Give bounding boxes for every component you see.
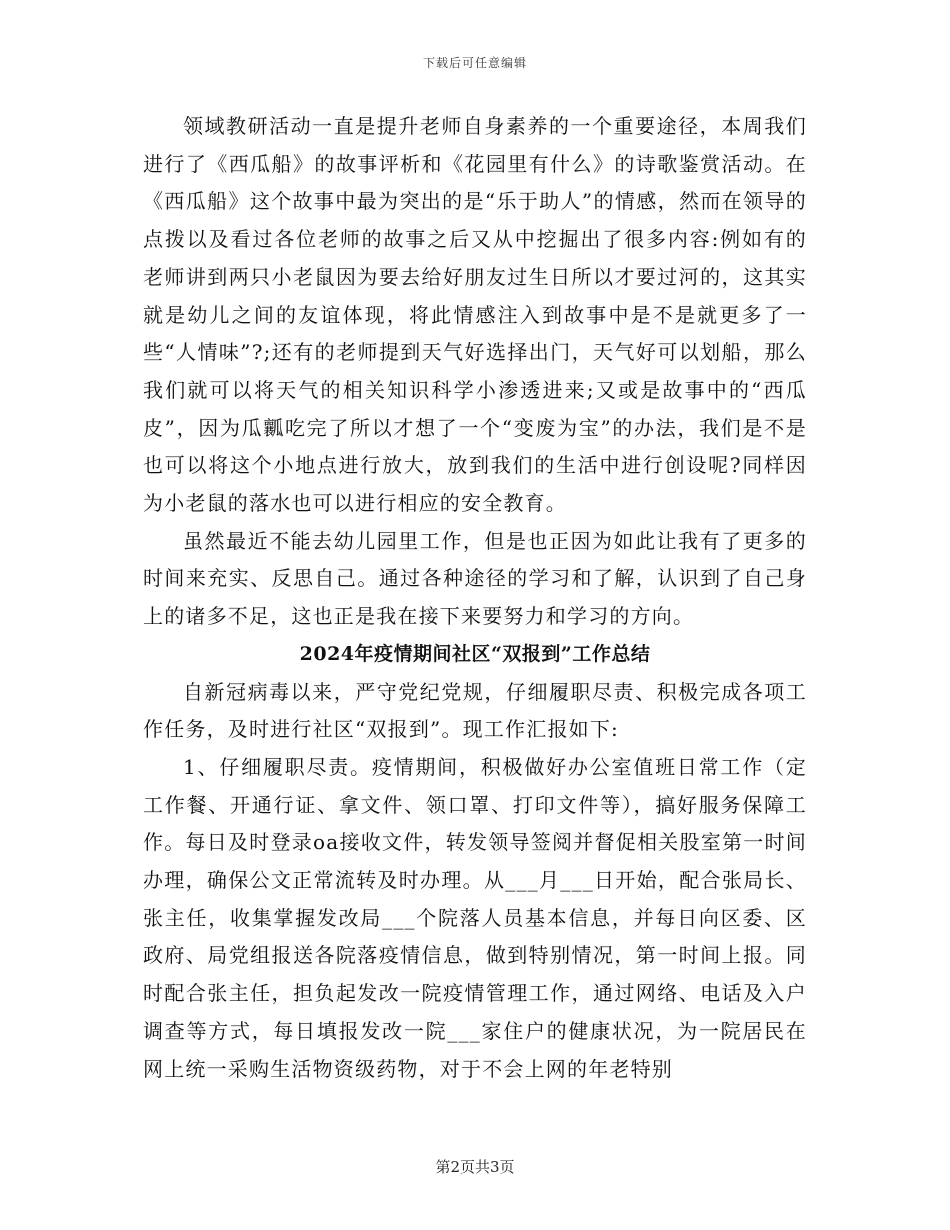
section-paragraph: 1、仔细履职尽责。疫情期间，积极做好办公室值班日常工作（定工作餐、开通行证、拿文件、领口罩、打印文件等），搞好服务保障工作。每日及时登录oa接收文件，转发领导签阅并督促相关股室第一时间办理，确保公文正常流转及时办理。从___月___日开始，配合张局长、张主任，收集掌握发改局___个院落人员基本信息，并每日向区委、区政府、局党组报送各院落疫情信息，做到特别情况，第一时间上报。同时配合张主任，担负起发改一院疫情管理工作，通过网络、电话及入户调查等方式，每日填报发改一院___家住户的健康状况，为一院居民在网上统一采购生活物资级药物，对于不会上网的年老特别 xyxy=(143,754,807,1081)
page-header: 下载后可任意编辑 xyxy=(422,56,527,70)
body-paragraph: 虽然最近不能去幼儿园里工作，但是也正因为如此让我有了更多的时间来充实、反思自己。通过各种途径的学习和了解，认识到了自己身上的诸多不足，这也正是我在接下来要努力和学习的方向。 xyxy=(143,528,807,629)
body-paragraph: 领域教研活动一直是提升老师自身素养的一个重要途径，本周我们进行了《西瓜船》的故事评析和《花园里有什么》的诗歌鉴赏活动。在《西瓜船》这个故事中最为突出的是“乐于助人”的情感，然而在领导的点拨以及看过各位老师的故事之后又从中挖掘出了很多内容:例如有的老师讲到两只小老鼠因为要去给好朋友过生日所以才要过河的，这其实就是幼儿之间的友谊体现，将此情感注入到故事中是不是就更多了一些“人情味”?;还有的老师提到天气好选择出门，天气好可以划船，那么我们就可以将天气的相关知识科学小渗透进来;又或是故事中的“西瓜皮”，因为瓜瓤吃完了所以才想了一个“变废为宝”的办法，我们是不是也可以将这个小地点进行放大，放到我们的生活中进行创设呢?同样因为小老鼠的落水也可以进行相应的安全教育。 xyxy=(143,114,807,516)
section-paragraph: 自新冠病毒以来，严守党纪党规，仔细履职尽责、积极完成各项工作任务，及时进行社区“双报到”。现工作汇报如下: xyxy=(143,679,807,742)
page-footer: 第2页共3页 xyxy=(435,1158,515,1176)
document-body xyxy=(143,108,807,1088)
section-title: 2024年疫情期间社区“双报到”工作总结 xyxy=(299,642,651,665)
